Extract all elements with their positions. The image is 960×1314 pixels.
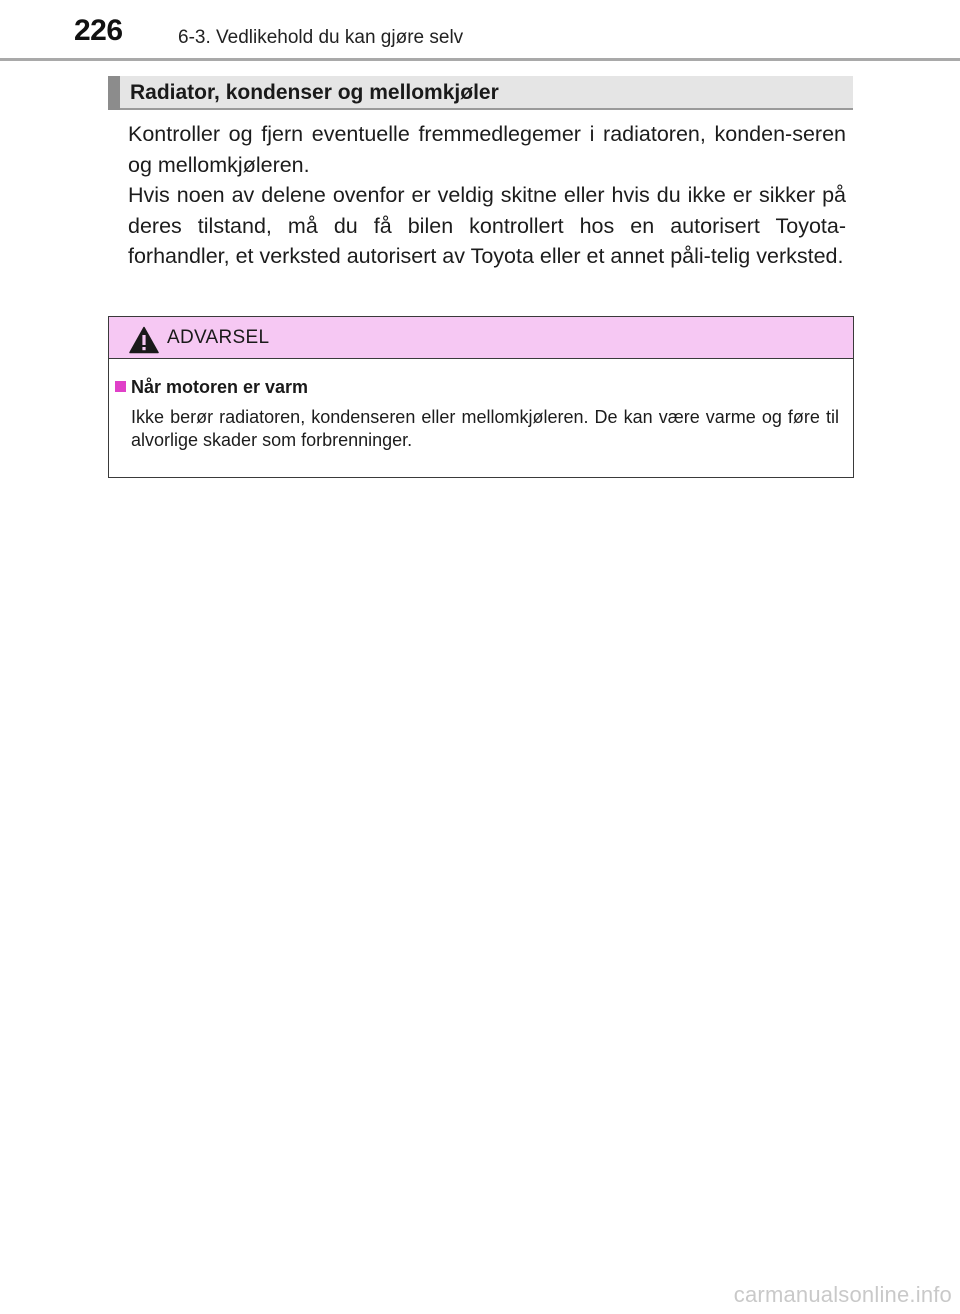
section-heading-bar <box>108 76 853 110</box>
page-number: 226 <box>74 14 123 47</box>
warning-box <box>108 316 854 478</box>
chapter-title: 6-3. Vedlikehold du kan gjøre selv <box>178 27 464 48</box>
warning-item-text: Ikke berør radiatoren, kondenseren eller mellomkjøleren. De kan være varme og føre til alvorlige skader som forbrenninger. <box>131 407 839 450</box>
warning-triangle-icon <box>129 326 159 354</box>
warning-item-title <box>115 377 308 398</box>
body-paragraph: Kontroller og fjern eventuelle fremmedlegemer i radiatoren, konden-seren og mellomkjøleren. <box>128 122 846 177</box>
warning-header <box>109 317 853 359</box>
body-paragraph: Hvis noen av delene ovenfor er veldig skitne eller hvis du ikke er sikker på deres tilstand, må du få bilen kontrollert hos en autorisert Toyota-forhandler, et verksted autorisert av Toyota eller et annet påli-telig verksted. <box>128 183 846 268</box>
watermark: carmanualsonline.info <box>733 1282 952 1307</box>
header-divider <box>0 58 960 61</box>
warning-label: ADVARSEL <box>167 327 270 348</box>
section-body <box>128 119 846 272</box>
page-header <box>0 0 960 60</box>
section-heading-accent <box>108 76 120 110</box>
section-title: Radiator, kondenser og mellomkjøler <box>130 81 499 104</box>
warning-item-title-text: Når motoren er varm <box>131 377 309 397</box>
bullet-square-icon <box>115 381 126 392</box>
